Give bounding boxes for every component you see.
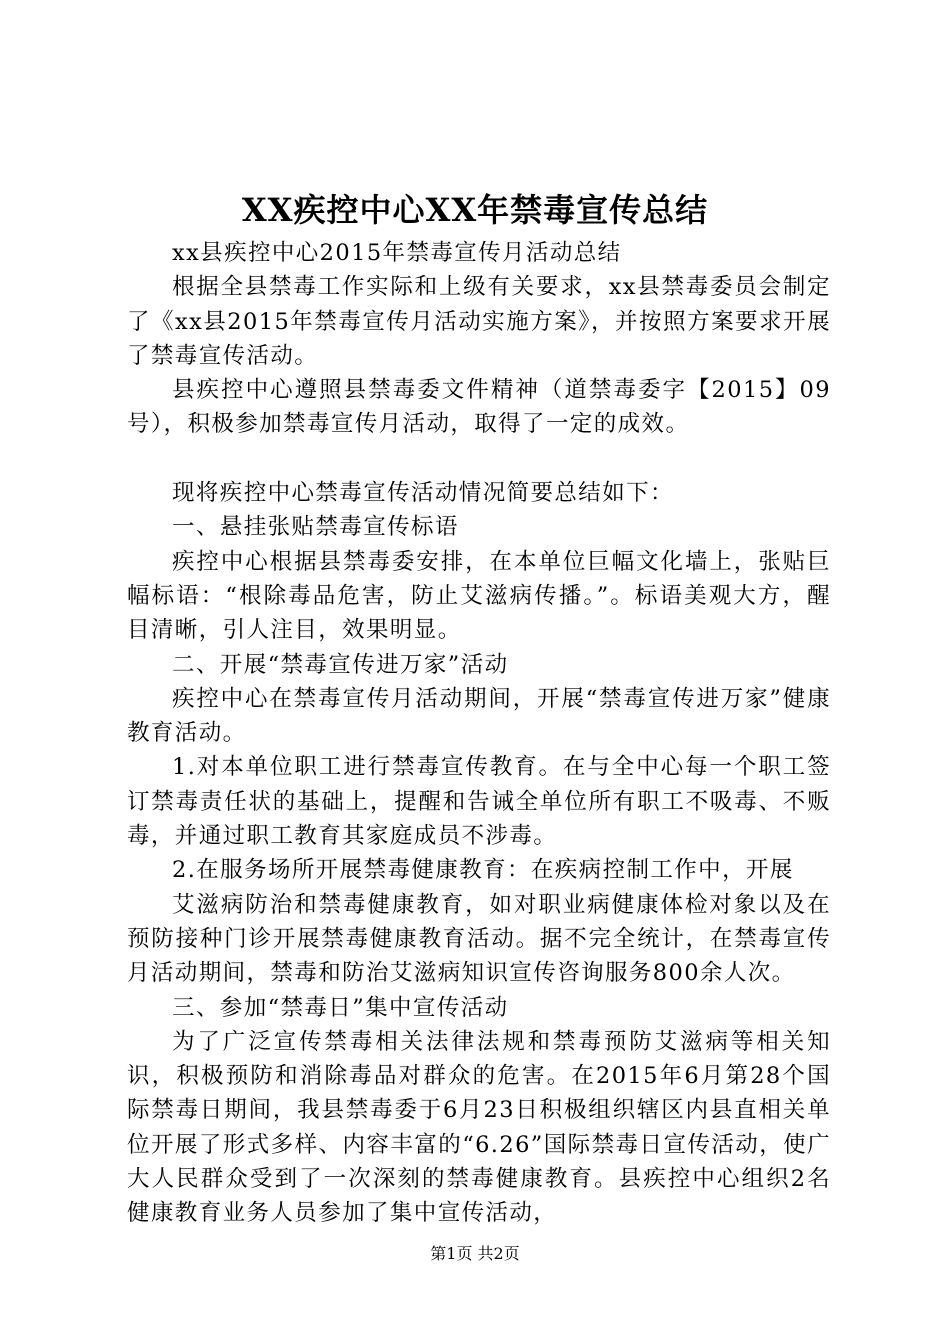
paragraph-campaign: 疾控中心在禁毒宣传月活动期间，开展“禁毒宣传进万家”健康教育活动。 [127,685,831,747]
paragraph-item-2-continued: 艾滋病防治和禁毒健康教育，如对职业病健康体检对象以及在预防接种门诊开展禁毒健康教育活动。据不完全统计，在禁毒宣传月活动期间，禁毒和防治艾滋病知识宣传咨询服务800余人次。 [127,891,831,987]
paragraph-intro: 根据全县禁毒工作实际和上级有关要求，xx县禁毒委员会制定了《xx县2015年禁毒宣传月活动实施方案》，并按照方案要求开展了禁毒宣传活动。 [127,274,831,369]
page-number: 第1页 共2页 [430,1244,520,1263]
document-body [127,236,831,1231]
paragraph-compliance: 县疾控中心遵照县禁毒委文件精神（道禁毒委字【2015】09号），积极参加禁毒宣传月活动，取得了一定的成效。 [127,377,831,438]
document-title: XX疾控中心XX年禁毒宣传总结 [241,191,709,229]
paragraph-drug-day: 为了广泛宣传禁毒相关法律法规和禁毒预防艾滋病等相关知识，积极预防和消除毒品对群众的危害。在2015年6月第28个国际禁毒日期间，我县禁毒委于6月23日积极组织辖区内县直相关单位开展了形式多样、内容丰富的“6.26”国际禁毒日宣传活动，使广大人民群众受到了一次深刻的禁毒健康教育。县疾控中心组织2名健康教育业务人员参加了集中宣传活动， [127,1028,831,1227]
paragraph-spacer [127,442,831,476]
section-heading-2: 二、开展“禁毒宣传进万家”活动 [172,651,509,678]
section-heading-3: 三、参加“禁毒日”集中宣传活动 [172,994,509,1021]
section-heading-1: 一、悬挂张贴禁毒宣传标语 [172,514,459,541]
paragraph-slogan: 疾控中心根据县禁毒委安排，在本单位巨幅文化墙上，张贴巨幅标语：“根除毒品危害，防止艾滋病传播。”。标语美观大方，醒目清晰，引人注目，效果明显。 [127,548,831,644]
paragraph-item-2: 2.在服务场所开展禁毒健康教育：在疾病控制工作中，开展 [172,857,794,884]
paragraph-summary-lead: 现将疾控中心禁毒宣传活动情况简要总结如下： [172,480,674,507]
paragraph-subtitle: xx县疾控中心2015年禁毒宣传月活动总结 [172,240,622,266]
paragraph-item-1: 1.对本单位职工进行禁毒宣传教育。在与全中心每一个职工签订禁毒责任状的基础上，提醒和告诫全单位所有职工不吸毒、不贩毒，并通过职工教育其家庭成员不涉毒。 [127,754,831,850]
